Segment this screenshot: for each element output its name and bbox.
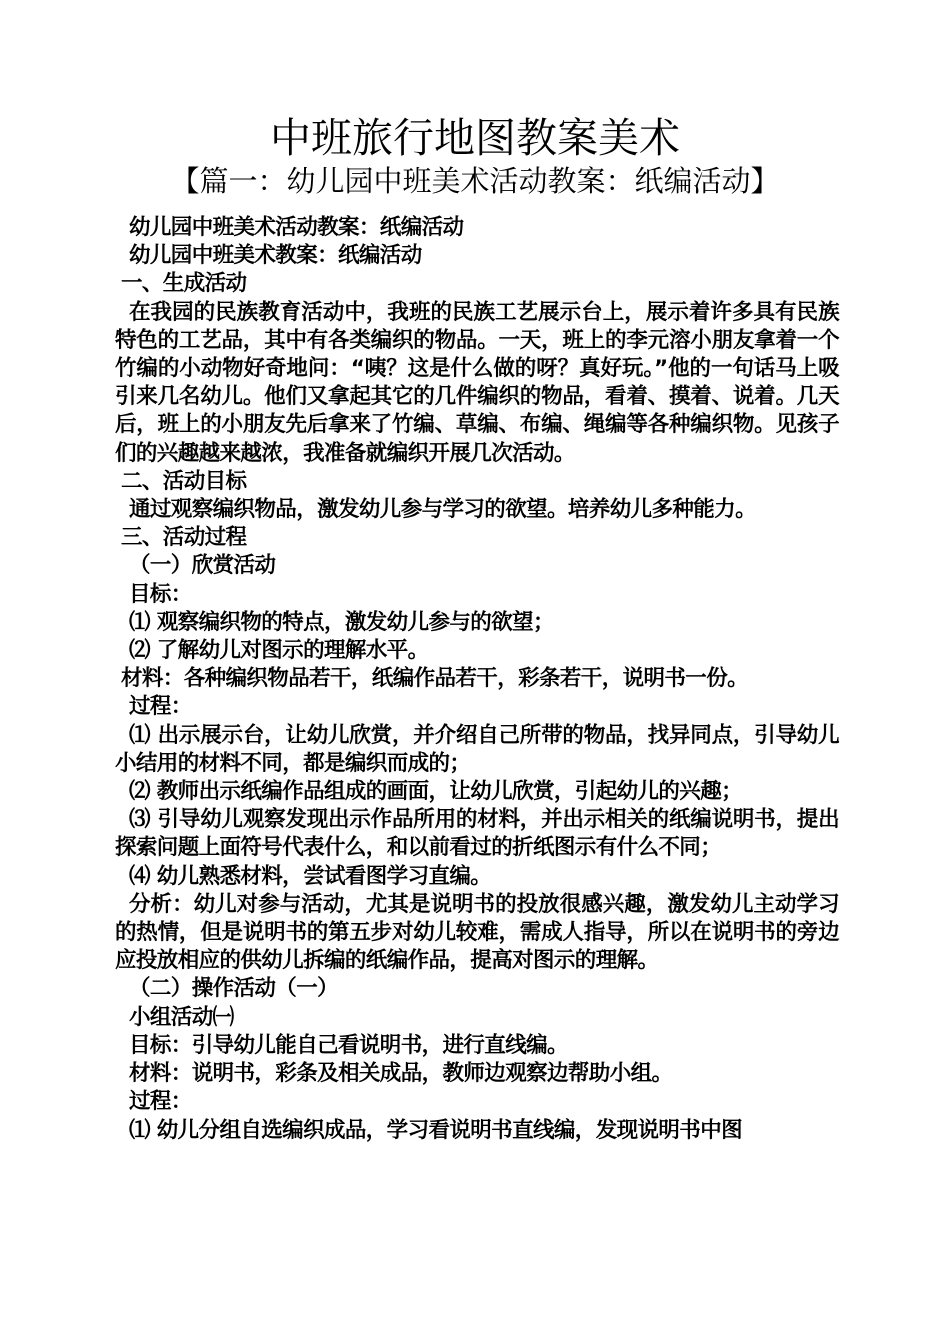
list-item: ⑴ 出示展示台，让幼儿欣赏，并介绍自己所带的物品，找异同点，引导幼儿小结用的材料不同，都是编织而成的； <box>115 722 839 776</box>
list-item: ⑶ 引导幼儿观察发现出示作品所用的材料，并出示相关的纸编说明书，提出探索问题上面符号代表什么，和以前看过的折纸图示有什么不同； <box>115 807 839 861</box>
paragraph-materials-2: 材料：说明书，彩条及相关成品，教师边观察边帮助小组。 <box>129 1061 673 1087</box>
list-item: ⑴ 观察编织物的特点，激发幼儿参与的欲望； <box>129 609 554 635</box>
subsection-heading-appreciation: （一）欣赏活动 <box>129 553 276 579</box>
paragraph-target: 目标：引导幼儿能自己看说明书，进行直线编。 <box>129 1032 568 1058</box>
document-title: 中班旅行地图教案美术 <box>270 114 680 162</box>
paragraph-generation: 在我园的民族教育活动中，我班的民族工艺展示台上，展示着许多具有民族特色的工艺品，其中有各类编织的物品。一天，班上的李元溶小朋友拿着一个竹编的小动物好奇地问：“咦？这是什么做的呀？真好玩。”他的一句话马上吸引来几名幼儿。他们又拿起其它的几件编织的物品，看着、摸着、说着。几天后，班上的小朋友先后拿来了竹编、草编、布编、绳编等各种编织物。见孩子们的兴趣越来越浓，我准备就编织开展几次活动。 <box>115 299 839 466</box>
list-item: ⑵ 教师出示纸编作品组成的画面，让幼儿欣赏，引起幼儿的兴趣； <box>129 779 742 805</box>
list-item: ⑴ 幼儿分组自选编织成品，学习看说明书直线编，发现说明书中图 <box>129 1117 742 1143</box>
heading-activity-title: 幼儿园中班美术活动教案：纸编活动 <box>129 215 464 240</box>
section-heading-1: 一、生成活动 <box>121 271 247 297</box>
heading-lesson-title: 幼儿园中班美术教案：纸编活动 <box>129 243 422 269</box>
section-heading-3: 三、活动过程 <box>121 525 247 551</box>
paragraph-materials: 材料：各种编织物品若干，纸编作品若干，彩条若干，说明书一份。 <box>121 666 749 692</box>
paragraph-analysis: 分析：幼儿对参与活动，尤其是说明书的投放很感兴趣，激发幼儿主动学习的热情，但是说明书的第五步对幼儿较难，需成人指导，所以在说明书的旁边应投放相应的供幼儿拆编的纸编作品，提高对图示的理解。 <box>115 891 839 974</box>
label-process: 过程： <box>129 694 192 720</box>
label-target: 目标： <box>129 581 192 607</box>
label-group-activity: 小组活动㈠ <box>129 1004 234 1030</box>
list-item: ⑷ 幼儿熟悉材料，尝试看图学习直编。 <box>129 863 492 889</box>
label-process-2: 过程： <box>129 1089 192 1115</box>
list-item: ⑵ 了解幼儿对图示的理解水平。 <box>129 638 429 664</box>
document-body <box>115 214 839 1145</box>
subsection-heading-operation: （二）操作活动（一） <box>129 976 339 1002</box>
paragraph-goal: 通过观察编织物品，激发幼儿参与学习的欲望。培养幼儿多种能力。 <box>129 497 757 523</box>
section-heading-2: 二、活动目标 <box>121 468 247 494</box>
document-subtitle: 【篇一：幼儿园中班美术活动教案：纸编活动】 <box>170 164 780 198</box>
